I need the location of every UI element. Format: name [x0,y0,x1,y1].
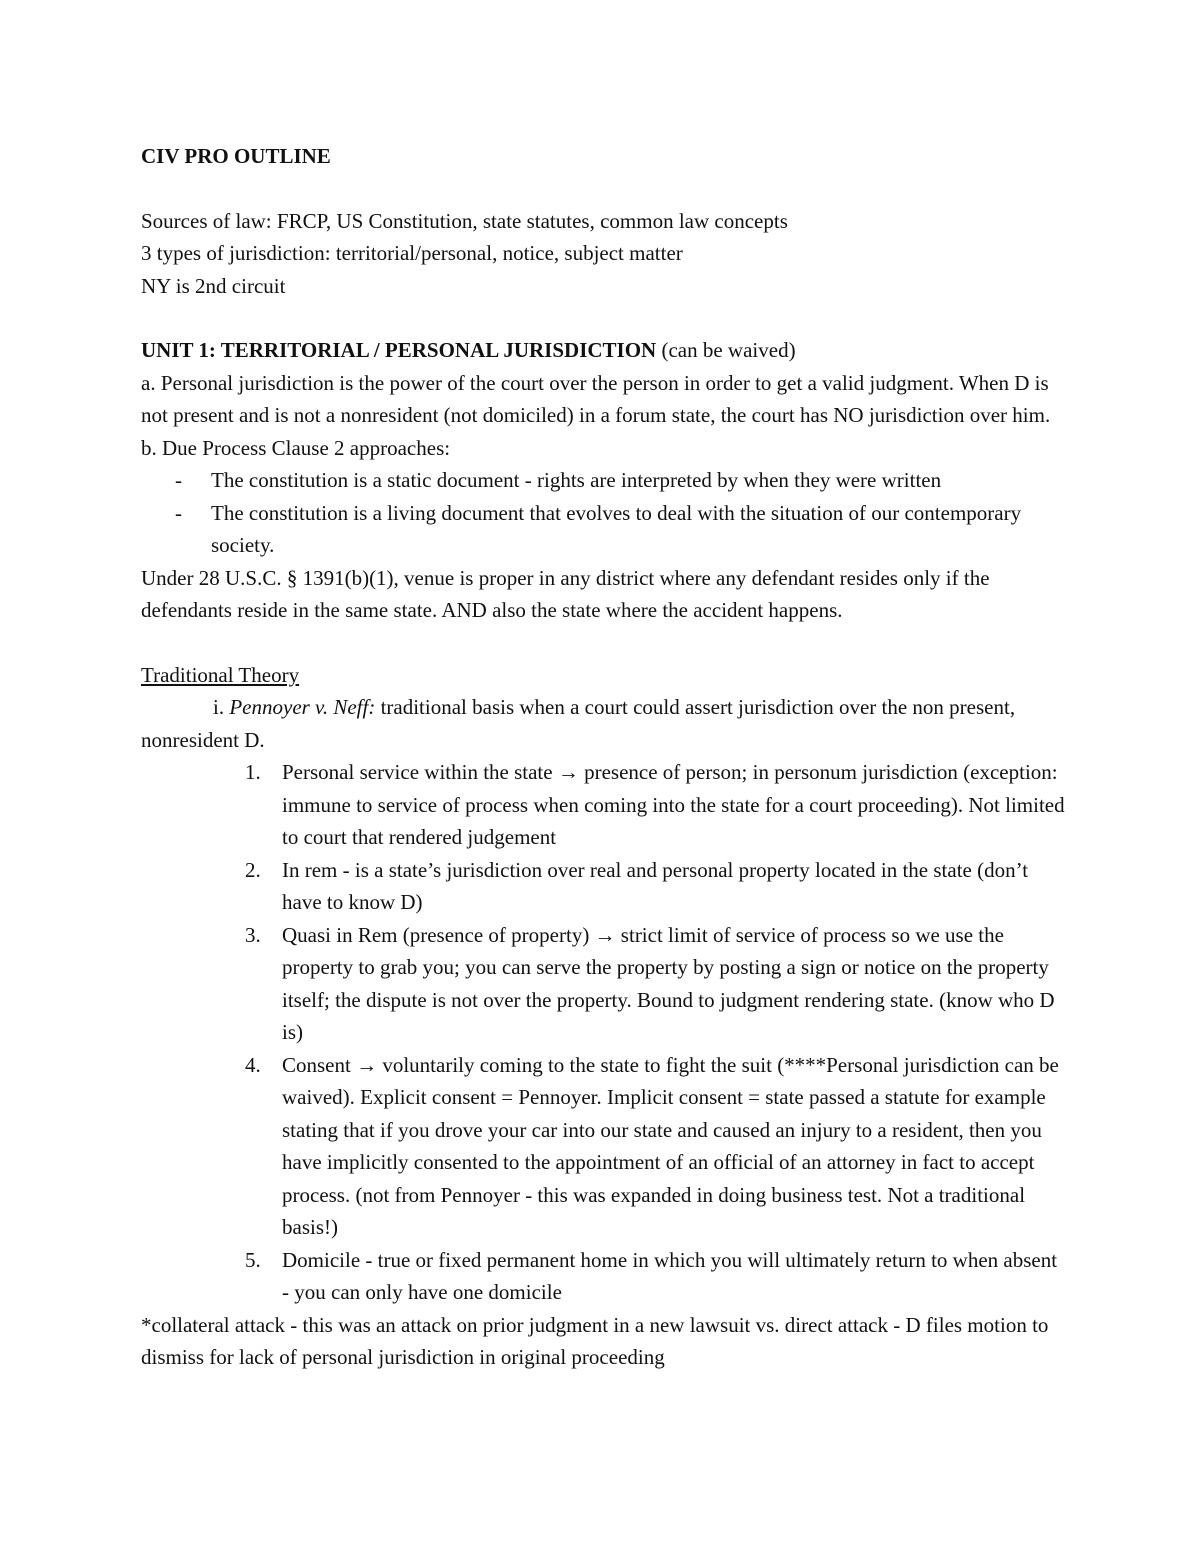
item-number: 1. [245,760,261,784]
case-paragraph [141,691,1065,756]
list-item [141,854,1065,919]
case-name: Pennoyer v. Neff: [229,695,376,719]
dash-bullet: - [175,468,182,492]
list-item [141,919,1065,1049]
intro-section [141,205,1065,303]
list-item-text: The constitution is a living document that evolves to deal with the situation of our contemporary society. [211,500,1022,557]
traditional-heading: Traditional Theory [141,662,300,687]
intro-line: Sources of law: FRCP, US Constitution, state statutes, common law concepts [141,208,788,233]
item-number: 4. [245,1052,261,1077]
item-number: 5. [245,1247,261,1272]
document-title: CIV PRO OUTLINE [141,144,331,168]
unit1-para-b: b. Due Process Clause 2 approaches: [141,435,451,460]
approaches-list [141,464,1065,562]
list-item-text: Personal service within the state → presence of person; in personum jurisdiction (exception: immune to service of process when coming into the state for a court proceeding). Not limited to court that rendered judgement [282,760,1065,849]
list-item-text: Quasi in Rem (presence of property) → strict limit of service of process so we use the property to grab you; you can serve the property by posting a sign or notice on the property itself; the dispute is not over the property. Bound to judgment rendering state. (know who D is) [282,922,1055,1044]
footnote-paragraph: *collateral attack - this was an attack on prior judgment in a new lawsuit vs. direct attack - D files motion to dismiss for lack of personal jurisdiction in original proceeding [141,1312,1049,1369]
item-number: 2. [245,857,261,882]
list-item [141,464,1065,497]
case-prefix: i. [213,695,230,719]
list-item-text: In rem - is a state’s jurisdiction over real and personal property located in the state (don’t have to know D) [282,857,1029,914]
item-number: 3. [245,922,261,947]
list-item [141,756,1065,854]
list-item-text: The constitution is a static document - rights are interpreted by when they were written [211,468,942,492]
list-item [141,1244,1065,1309]
list-item-text: Consent → voluntarily coming to the state to fight the suit (****Personal jurisdiction can be waived). Explicit consent = Pennoyer. Implicit consent = state passed a statute for example stating that if you drove your car into our state and caused an injury to a resident, then you have implicitly consented to the appointment of an official of an attorney in fact to accept process. (not from Pennoyer - this was expanded in doing business test. Not a traditional basis!) [282,1052,1059,1239]
unit1-heading: UNIT 1: TERRITORIAL / PERSONAL JURISDICTION [141,338,657,362]
list-item [141,1049,1065,1244]
unit1-section [141,334,1065,627]
unit1-para-a: a. Personal jurisdiction is the power of the court over the person in order to get a valid judgment. When D is not present and is not a nonresident (not domiciled) in a forum state, the court has NO jurisdiction over him. [141,370,1051,427]
dash-bullet: - [175,500,182,525]
intro-line: NY is 2nd circuit [141,273,286,298]
unit1-heading-note: (can be waived) [656,338,796,362]
list-item [141,497,1065,562]
intro-line: 3 types of jurisdiction: territorial/personal, notice, subject matter [141,241,683,265]
unit1-heading-line [141,334,1065,367]
venue-paragraph: Under 28 U.S.C. § 1391(b)(1), venue is proper in any district where any defendant resides only if the defendants reside in the same state. AND also the state where the accident happens. [141,565,990,622]
traditional-section [141,659,1065,1374]
case-text: traditional basis when a court could assert jurisdiction over the non present, nonresident D. [141,695,1016,752]
traditional-bases-list [141,756,1065,1309]
list-item-text: Domicile - true or fixed permanent home in which you will ultimately return to when absent - you can only have one domicile [282,1247,1058,1304]
